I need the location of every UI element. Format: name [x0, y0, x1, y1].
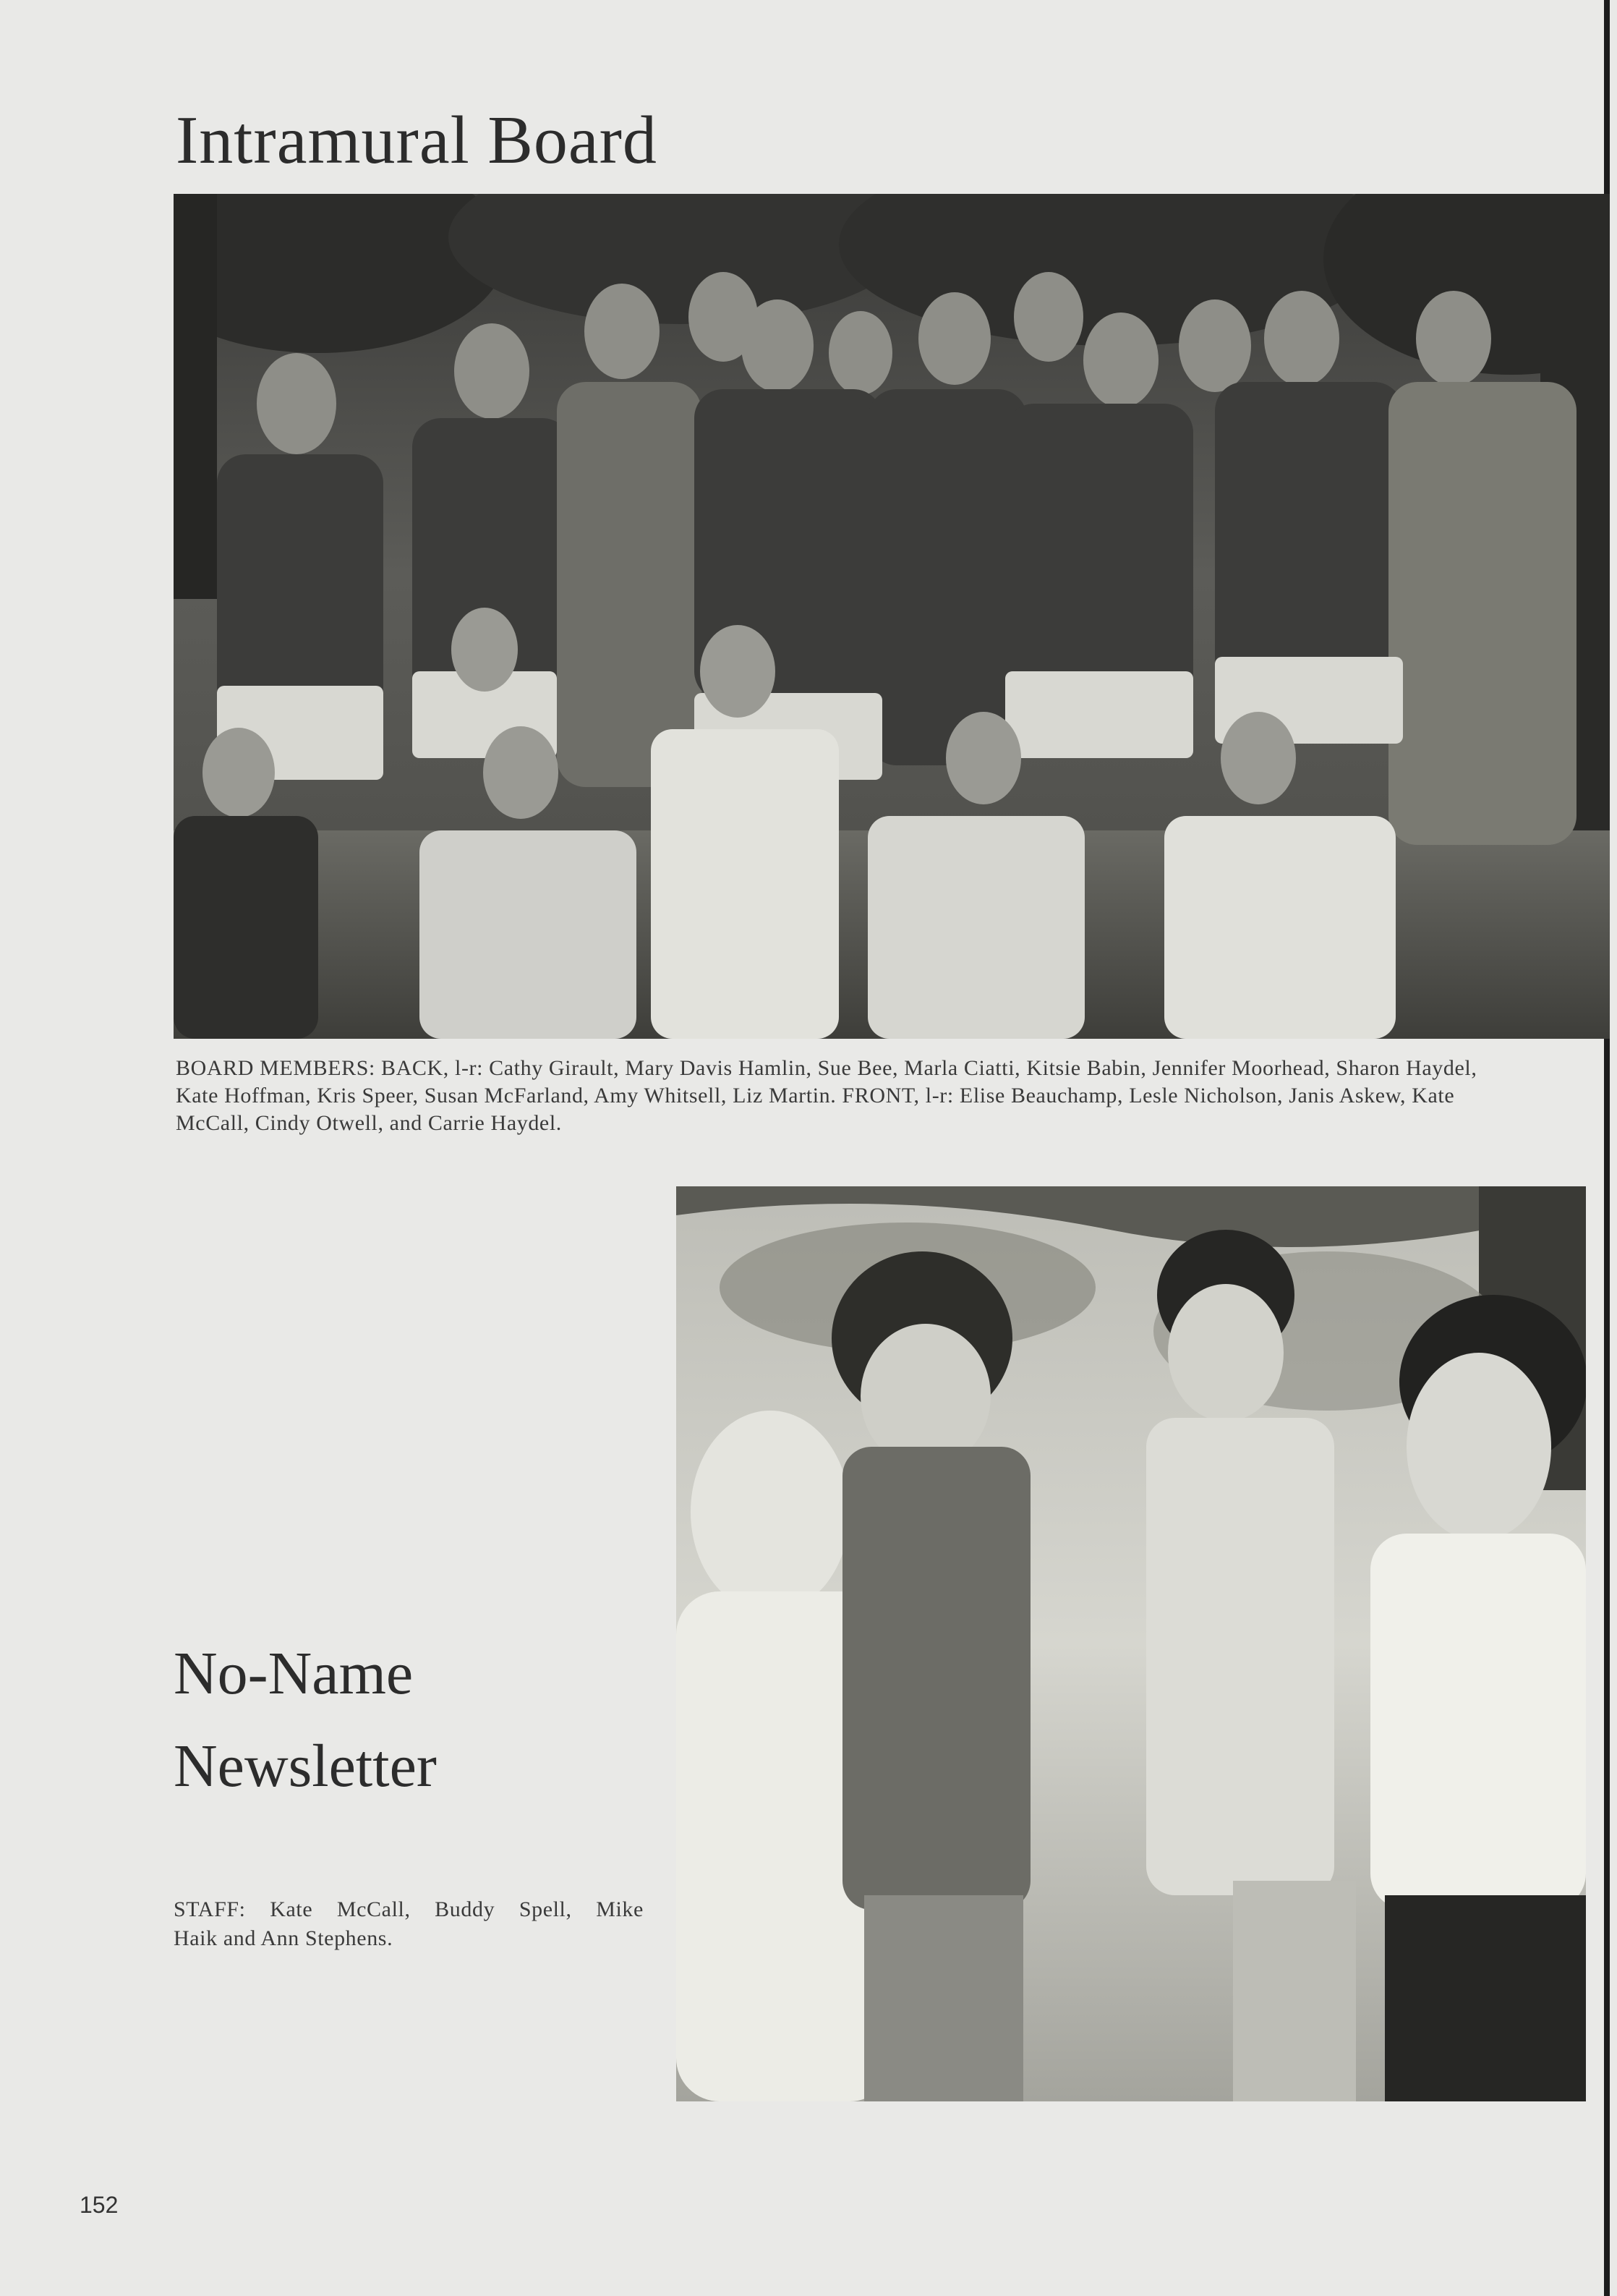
staff-caption-word: STAFF: [174, 1897, 246, 1921]
staff-caption-word: Buddy [435, 1897, 495, 1921]
staff-caption-line [174, 1895, 644, 1924]
intramural-board-caption [176, 1055, 1611, 1137]
newsletter-staff-photo [676, 1186, 1586, 2101]
staff-photo-image [676, 1186, 1586, 2101]
intramural-board-group-photo [174, 194, 1610, 1039]
newsletter-title-line: Newsletter [174, 1732, 437, 1800]
staff-caption-word: Kate [270, 1897, 313, 1921]
caption-line: Kate Hoffman, Kris Speer, Susan McFarland, Amy Whitsell, Liz Martin. FRONT, l-r: Elise Beauchamp, Lesle Nicholson, Janis Askew, Kate [176, 1084, 1455, 1107]
newsletter-title-line: No-Name [174, 1640, 414, 1707]
caption-line: BOARD MEMBERS: BACK, l-r: Cathy Girault, Mary Davis Hamlin, Sue Bee, Marla Ciatti, Kitsie Babin, Jennifer Moorhead, Sharon Haydel, [176, 1056, 1477, 1080]
page-number: 152 [80, 2192, 119, 2218]
group-photo-image [174, 194, 1610, 1039]
staff-caption-line: Haik and Ann Stephens. [174, 1926, 393, 1950]
newsletter-title [174, 1628, 437, 1813]
staff-caption-word: Spell, [519, 1897, 572, 1921]
staff-caption-word: McCall, [336, 1897, 411, 1921]
newsletter-staff-caption [174, 1895, 644, 1953]
intramural-board-title: Intramural Board [176, 103, 657, 178]
caption-line: McCall, Cindy Otwell, and Carrie Haydel. [176, 1111, 562, 1135]
staff-caption-word: Mike [596, 1897, 644, 1921]
